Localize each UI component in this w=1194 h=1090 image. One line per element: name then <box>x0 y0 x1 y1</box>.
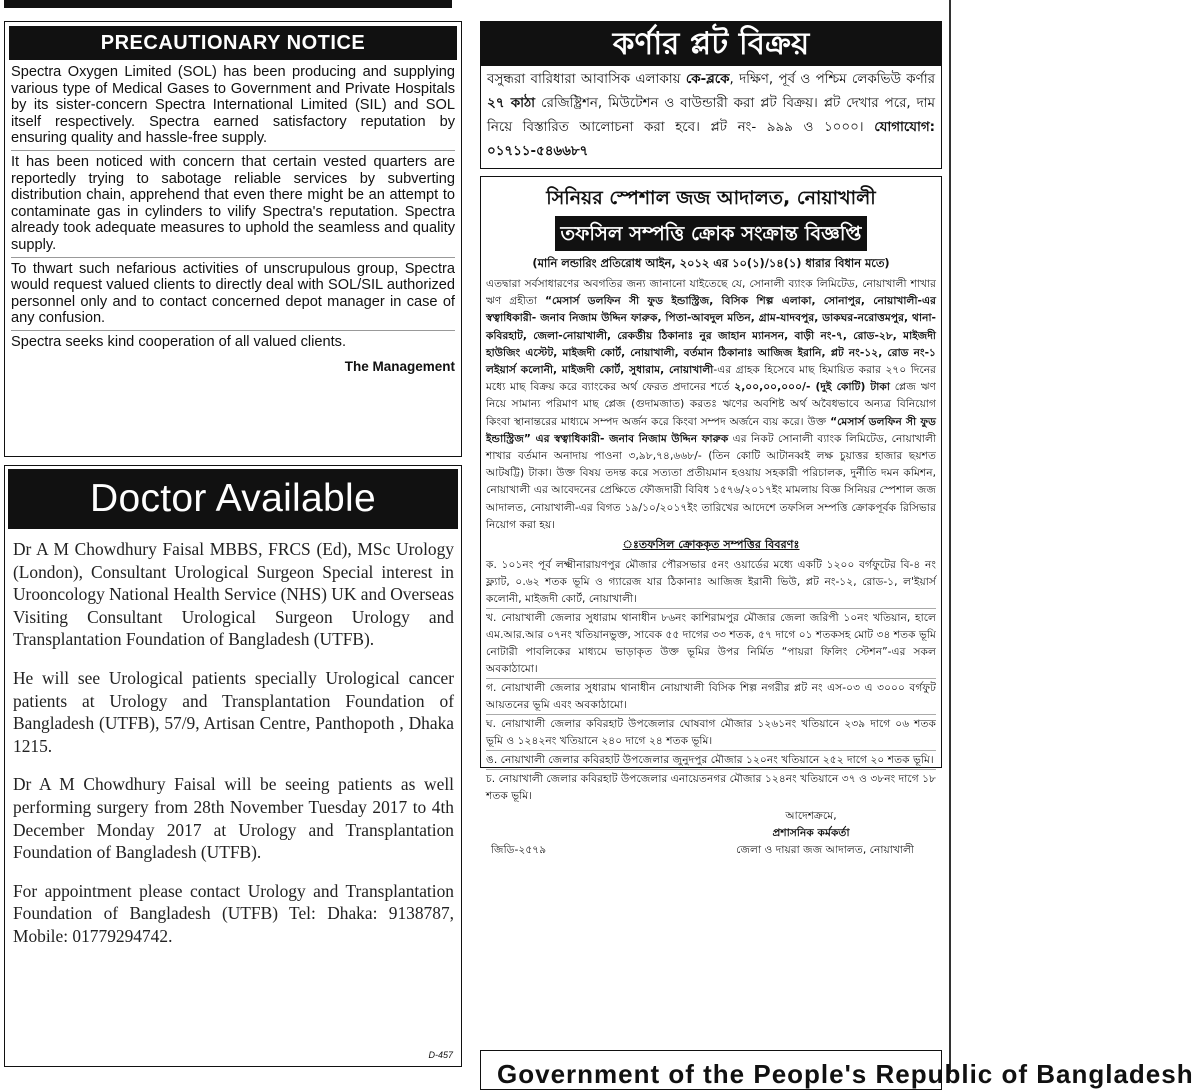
court-body <box>486 275 936 533</box>
doctor-paragraph: Dr A M Chowdhury Faisal MBBS, FRCS (Ed), MSc Urology (London), Consultant Urological Surgeon Special interest in Urooncology National Health Service (NHS) UK and Overseas Visiting Consultant Urological Surgeon Urology and Transplantation Foundation of Bangladesh (UTFB). <box>13 539 454 650</box>
plot-title: কর্ণার প্লট বিক্রয় <box>481 22 941 66</box>
schedule-item: ঙ. নোয়াখালী জেলার কবিরহাট উপজেলার জুনুদপুর মৌজার ১২০নং খতিয়ানে ২৫২ দাগে ২০ শতক ভূমি। <box>486 751 936 770</box>
schedule-item: খ. নোয়াখালী জেলার সুধারাম থানাধীন ৮৬নং কাশিরামপুর মৌজার জেলা জরিপী ১০নং খতিয়ান, হালে এম.আর.আর ০৭নং খতিয়ানভুক্ত, সাবেক ৫৫ দাগের ৩৩ শতক, ৫৭ দাগে ০১ শতকসহ মোট ৩৪ শতক ভূমি নোটারী পাবলিকের মাধ্যমে ভাড়াকৃত উক্ত ভূমির উপর নির্মিত “পায়রা ফিলিং স্টেশন”-এর সকল অবকাঠামো। <box>486 609 936 679</box>
order-by: আদেশক্রমে, <box>785 809 837 823</box>
gd-number: জিডি-২৫৭৯ <box>491 843 547 857</box>
notice-body <box>9 60 457 354</box>
precautionary-notice <box>4 21 462 457</box>
notice-paragraph: It has been noticed with concern that certain vested quarters are reportedly trying to sabotage reliable services by subverting distribution chain, apprehend that even there might be an attempt to contaminate gas in cylinders to vilify Spectra's reputation. Spectra already took adequate measures to uphold the seamless and quality supply. <box>11 154 455 258</box>
doctor-title: Doctor Available <box>8 469 458 529</box>
court-footer <box>486 841 936 858</box>
plot-contact: যোগাযোগ: ০১৭১১-৫৪৬৬৮৭ <box>487 120 935 159</box>
court-name: সিনিয়র স্পেশাল জজ আদালত, নোয়াখালী <box>546 187 876 209</box>
plot-block: কে-ব্লকে <box>685 72 730 87</box>
court-text-bold: “মেসার্স ডলফিন সী ফুড ইন্ডাস্ট্রিজ” এর স্বত্বাধিকারী- জনাব নিজাম উদ্দিন ফারুক <box>486 414 936 445</box>
doctor-notice <box>4 465 462 1067</box>
court-amount: ২,০০,০০,০০০/- (দুই কোটি) টাকা <box>734 380 890 394</box>
schedule-item: চ. নোয়াখালী জেলার কবিরহাট উপজেলার এনায়েতনগর মৌজার ১২৪নং খতিয়ানে ৩৭ ও ৩৮নং দাগে ১৮ শতক ভূমি। <box>486 772 936 803</box>
court-subject-wrap <box>486 216 936 251</box>
ad-code: D-457 <box>428 1050 453 1060</box>
plot-text: রেজিষ্ট্রিশন, মিউটেশন ও বাউন্ডারী করা প্লট বিক্রয়। প্লট দেখার পরে, দাম নিয়ে বিস্তারিত আলোচনা করা হবে। প্লট নং- ৯৯৯ ও ১০০০। <box>487 96 935 135</box>
schedule-item: ঘ. নোয়াখালী জেলার কবিরহাট উপজেলার ঘোষবাগ মৌজার ১২৬১নং খতিয়ানে ২৩৯ দাগে ০৬ শতক ভূমি ও ১২৪২নং খতিয়ানে ২৪০ দাগে ২৪ শতক ভূমি। <box>486 715 936 751</box>
officer-title: প্রশাসনিক কর্মকর্তা <box>772 826 850 840</box>
bottom-ad-title: Government of the People's Republic of Bangladesh <box>497 1059 1194 1089</box>
court-text: প্লেজ ঋণ নিয়ে সামান্য পরিমাণ মাছ প্লেজ (গুদামজাত) করতঃ ঋণের অবশিষ্ট অর্থ অবৈধভাবে অন্যত্র বিনিয়োগ কিংবা স্থানান্তরের মাধ্যমে সম্পদ অর্জন করে কিংবা সম্পদ অর্জনে ব্যয় করে। উক্ত <box>486 380 936 428</box>
notice-paragraph: Spectra Oxygen Limited (SOL) has been producing and supplying various type of Medical Gases to Government and Private Hospitals by its sister-concern Spectra International Limited (SIL) and SOL itself respectively. Spectra earned satisfactory reputation by ensuring quality and hassle-free supply. <box>11 64 455 151</box>
doctor-paragraph: He will see Urological patients specially Urological cancer patients at Urology and Transplantation Foundation of Bangladesh (UTFB), 57/9, Artisan Centre, Panthopoth , Dhaka 1215. <box>13 667 454 756</box>
bottom-ad <box>480 1050 1194 1090</box>
notice-title: PRECAUTIONARY NOTICE <box>9 26 457 60</box>
court-office: জেলা ও দায়রা জজ আদালত, নোয়াখালী <box>736 843 914 857</box>
court-text: এতদ্বারা সর্বসাধারণের অবগতির জন্য জানানো যাইতেছে যে, সোনালী ব্যাংক লিমিটেড, নোয়াখালী শাখার ঋণ গ্রহীতা <box>486 277 936 308</box>
top-rule <box>4 0 452 8</box>
court-notice <box>480 176 942 857</box>
doctor-paragraph: For appointment please contact Urology and Transplantation Foundation of Bangladesh (UTFB) Tel: Dhaka: 9138787, Mobile: 01779294742. <box>13 880 454 946</box>
plot-sale-ad <box>480 21 942 169</box>
schedule-item: গ. নোয়াখালী জেলার সুধারাম থানাধীন নোয়াখালী বিসিক শিল্প নগরীর প্লট নং এস-০৩ এ ৩০০০ বর্গফুট আয়তনের ভূমি এবং অবকাঠামো। <box>486 679 936 715</box>
court-signature <box>686 807 936 841</box>
plot-size: ২৭ কাঠা <box>487 96 536 111</box>
notice-signature: The Management <box>344 358 455 374</box>
doctor-paragraph: Dr A M Chowdhury Faisal will be seeing patients as well performing surgery from 28th November Tuesday 2017 to 4th December Monday 2017 at Urology and Transplantation Foundation of Bangladesh (UTFB). <box>13 774 454 863</box>
court-text: -এর গ্রাহক হিসেবে মাছ হিমায়িত করার ২৭০ দিনের মধ্যে মাছ বিক্রয় করে ব্যাংকের অর্থ ফেরত প্রদানের শর্তে <box>486 363 936 394</box>
notice-paragraph: To thwart such nefarious activities of unscrupulous group, Spectra would request valued clients to directly deal with SOL/SIL authorized personnel only and to contact concerned depot manager in case of any confusion. <box>11 261 455 331</box>
notice-paragraph: Spectra seeks kind cooperation of all valued clients. <box>11 333 347 350</box>
schedule-title: ঃতফসিল ক্রোককৃত সম্পত্তির বিবরণঃ <box>622 538 800 552</box>
schedule-item: ক. ১০১নং পূর্ব লক্ষ্মীনারায়ণপুর মৌজার পৌরসভার ৫নং ওয়ার্ডের মধ্যে একটি ১২০০ বর্গফুটের বি-৪ নং ফ্ল্যাট, ০.৬২ শতক ভূমি ও গ্যারেজ যার ঠিকানাঃ আজিজ ইরানী ভিউ, প্লট নং-১২, রোড-১, ল'ইয়ার্স কলোনী, মাইজদী কোর্ট, নোয়াখালী। <box>486 556 936 609</box>
doctor-body <box>5 532 461 948</box>
court-subject: তফসিল সম্পত্তি ক্রোক সংক্রান্ত বিজ্ঞপ্তি <box>555 216 868 251</box>
column-rule <box>949 0 951 1074</box>
court-text: এর নিকট সোনালী ব্যাংক লিমিটেড, নোয়াখালী শাখার বর্তমান অনাদায় পাওনা ৩,৯৮,৭৪,৬৬৮/- (তিন কোটি আটানব্বই লক্ষ চুয়াত্তর হাজার ছয়শত আটষট্টি) টাকা। উক্ত বিষয় তদন্ত করে সত্যতা প্রতীয়মান হওয়ায় সহকারী পরিচালক, দুর্নীতি দমন কমিশন, নোয়াখালী এর আবেদনের প্রেক্ষিতে ফৌজদারী বিবিধ ১৫৭৬/২০১৭ইং মামলায় বিজ্ঞ সিনিয়র স্পেশাল জজ আদালত, নোয়াখালী-এর বিগত ১৯/১০/২০১৭ইং তারিখের আদেশে তফসিল সম্পত্তি ক্রোকপূর্বক রিসিভার নিয়োগ করা হয়। <box>486 431 936 531</box>
court-text-bold: “মেসার্স ডলফিন সী ফুড ইন্ডাস্ট্রিজ, বিসিক শিল্প এলাকা, সোনাপুর, নোয়াখালী-এর স্বত্বাধিকারী- জনাব নিজাম উদ্দিন ফারুক, পিতা-আবদুল মতিন, গ্রাম-যাদবপুর, ডাকঘর-নরোত্তমপুর, থানা-কবিরহাট, জেলা-নোয়াখালী, রেকর্ডীয় ঠিকানাঃ নুর জাহান ম্যানসন, বাড়ী নং-৭, রোড-২৮, মাইজদী হাউজিং এস্টেট, মাইজদী কোর্ট, নোয়াখালী, বর্তমান ঠিকানাঃ আজিজ ইরানি, প্লট নং-১২, রোড নং-১ লইয়ার্স কলোনী, মাইজদী কোর্ট, সুধারাম, নোয়াখালী <box>486 294 936 377</box>
plot-text: বসুন্ধরা বারিধারা আবাসিক এলাকায় <box>487 72 686 87</box>
court-law: (মানি লন্ডারিং প্রতিরোধ আইন, ২০১২ এর ১০(১)/১৪(১) ধারার বিধান মতে) <box>532 256 890 270</box>
plot-text: , দক্ষিণ, পূর্ব ও পশ্চিম লেকভিউ কর্ণার <box>729 72 935 87</box>
plot-body <box>481 66 941 164</box>
